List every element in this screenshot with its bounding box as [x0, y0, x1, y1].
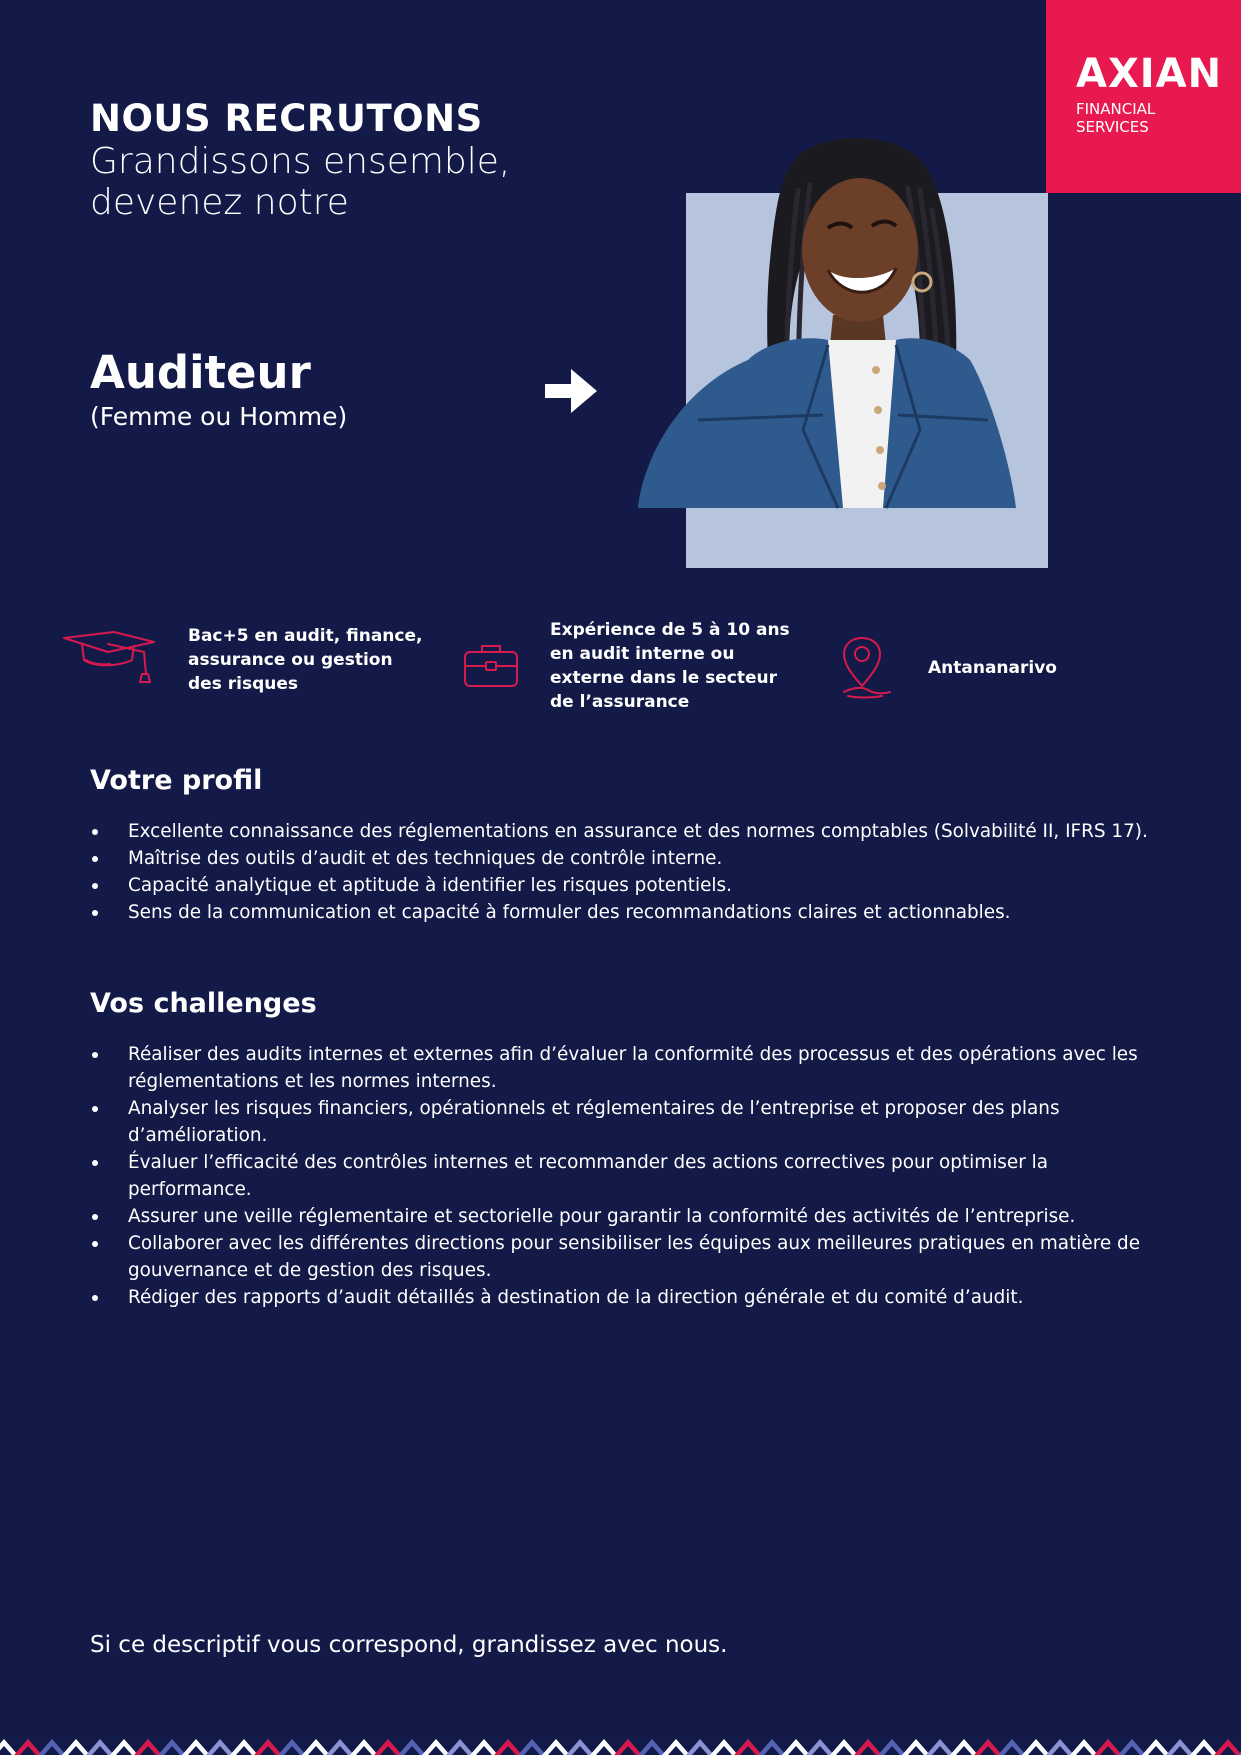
candidate-photo: [638, 130, 1062, 568]
pattern-chevron: [14, 1739, 42, 1755]
list-item: Rédiger des rapports d’audit détaillés à destination de la direction générale et du comité d’audit.: [90, 1284, 1170, 1311]
pattern-chevron: [662, 1739, 690, 1755]
pattern-chevron: [422, 1739, 450, 1755]
pattern-chevron: [158, 1739, 186, 1755]
brand-logo: [1046, 0, 1241, 193]
pattern-chevron: [974, 1739, 1002, 1755]
pattern-chevron: [278, 1739, 306, 1755]
logo-subtitle-line1: FINANCIAL: [1076, 100, 1156, 118]
pattern-chevron: [782, 1739, 810, 1755]
pattern-chevron: [758, 1739, 786, 1755]
hero-kicker: NOUS RECRUTONS: [90, 97, 483, 140]
pattern-chevron: [998, 1739, 1026, 1755]
pattern-chevron: [470, 1739, 498, 1755]
job-gender: (Femme ou Homme): [90, 402, 348, 431]
pattern-chevron: [302, 1739, 330, 1755]
pattern-chevron: [902, 1739, 930, 1755]
list-item: Collaborer avec les différentes directions pour sensibiliser les équipes aux meilleures pratiques en matière de gouvernance et de gestion des risques.: [90, 1230, 1170, 1284]
pattern-chevron: [110, 1739, 138, 1755]
pattern-chevron: [1166, 1739, 1194, 1755]
pattern-chevron: [1142, 1739, 1170, 1755]
highlight-education-text: Bac+5 en audit, finance, assurance ou gestion des risques: [188, 626, 423, 694]
pattern-chevron: [926, 1739, 954, 1755]
pattern-chevron: [86, 1739, 114, 1755]
pattern-chevron: [638, 1739, 666, 1755]
pattern-chevron: [230, 1739, 258, 1755]
challenges-heading: Vos challenges: [90, 988, 317, 1019]
location-pin-icon: [838, 636, 894, 700]
pattern-chevron: [1022, 1739, 1050, 1755]
highlight-location: [838, 636, 1057, 700]
pattern-chevron: [38, 1739, 66, 1755]
right-arrow-icon: [543, 365, 601, 417]
pattern-chevron: [254, 1739, 282, 1755]
decorative-pattern-band: [0, 1733, 1241, 1755]
list-item: Analyser les risques financiers, opérationnels et réglementaires de l’entreprise et proposer des plans d’amélioration.: [90, 1095, 1170, 1149]
pattern-chevron: [806, 1739, 834, 1755]
pattern-chevron: [1094, 1739, 1122, 1755]
pattern-chevron: [134, 1739, 162, 1755]
list-item: Évaluer l’efficacité des contrôles internes et recommander des actions correctives pour optimiser la performance.: [90, 1149, 1170, 1203]
list-item: Capacité analytique et aptitude à identifier les risques potentiels.: [90, 872, 1170, 899]
pattern-chevron: [326, 1739, 354, 1755]
pattern-chevron: [710, 1739, 738, 1755]
pattern-chevron: [62, 1739, 90, 1755]
pattern-chevron: [878, 1739, 906, 1755]
pattern-chevron: [1118, 1739, 1146, 1755]
smiling-woman-illustration: [638, 130, 1062, 568]
logo-subtitle-line2: SERVICES: [1076, 118, 1149, 136]
pattern-chevron: [350, 1739, 378, 1755]
pattern-chevron: [1046, 1739, 1074, 1755]
pattern-chevron: [374, 1739, 402, 1755]
job-title: Auditeur: [90, 346, 311, 399]
pattern-chevron: [590, 1739, 618, 1755]
profil-list: [90, 818, 1170, 926]
list-item: Excellente connaissance des réglementations en assurance et des normes comptables (Solvabilité II, IFRS 17).: [90, 818, 1170, 845]
challenges-list: [90, 1041, 1170, 1311]
profil-heading: Votre profil: [90, 765, 263, 796]
pattern-chevron: [734, 1739, 762, 1755]
pattern-chevron: [686, 1739, 714, 1755]
logo-wordmark: AXIAN: [1076, 51, 1223, 97]
graduation-cap-icon: [62, 630, 158, 690]
pattern-chevron: [398, 1739, 426, 1755]
highlight-experience: [462, 618, 800, 714]
pattern-chevron: [1214, 1739, 1241, 1755]
pattern-chevron: [566, 1739, 594, 1755]
pattern-chevron: [1070, 1739, 1098, 1755]
list-item: Assurer une veille réglementaire et sectorielle pour garantir la conformité des activités de l’entreprise.: [90, 1203, 1170, 1230]
pattern-chevron: [542, 1739, 570, 1755]
closing-statement: Si ce descriptif vous correspond, grandissez avec nous.: [90, 1632, 728, 1658]
pattern-chevron: [614, 1739, 642, 1755]
pattern-chevron: [182, 1739, 210, 1755]
highlight-location-text: Antananarivo: [928, 658, 1057, 678]
pattern-chevron: [494, 1739, 522, 1755]
list-item: Maîtrise des outils d’audit et des techniques de contrôle interne.: [90, 845, 1170, 872]
highlight-education: [62, 624, 428, 696]
hero-tagline: Grandissons ensemble, devenez notre: [90, 141, 511, 223]
pattern-chevron: [206, 1739, 234, 1755]
pattern-chevron: [0, 1739, 18, 1755]
briefcase-icon: [462, 642, 520, 690]
list-item: Sens de la communication et capacité à formuler des recommandations claires et actionnables.: [90, 899, 1170, 926]
pattern-chevron: [518, 1739, 546, 1755]
pattern-chevron: [854, 1739, 882, 1755]
list-item: Réaliser des audits internes et externes afin d’évaluer la conformité des processus et des opérations avec les réglementations et les normes internes.: [90, 1041, 1170, 1095]
pattern-chevron: [446, 1739, 474, 1755]
highlight-experience-text: Expérience de 5 à 10 ans en audit interne ou externe dans le secteur de l’assurance: [550, 620, 790, 712]
pattern-chevron: [830, 1739, 858, 1755]
pattern-chevron: [1190, 1739, 1218, 1755]
pattern-chevron: [950, 1739, 978, 1755]
logo-subtitle: [1076, 100, 1155, 136]
